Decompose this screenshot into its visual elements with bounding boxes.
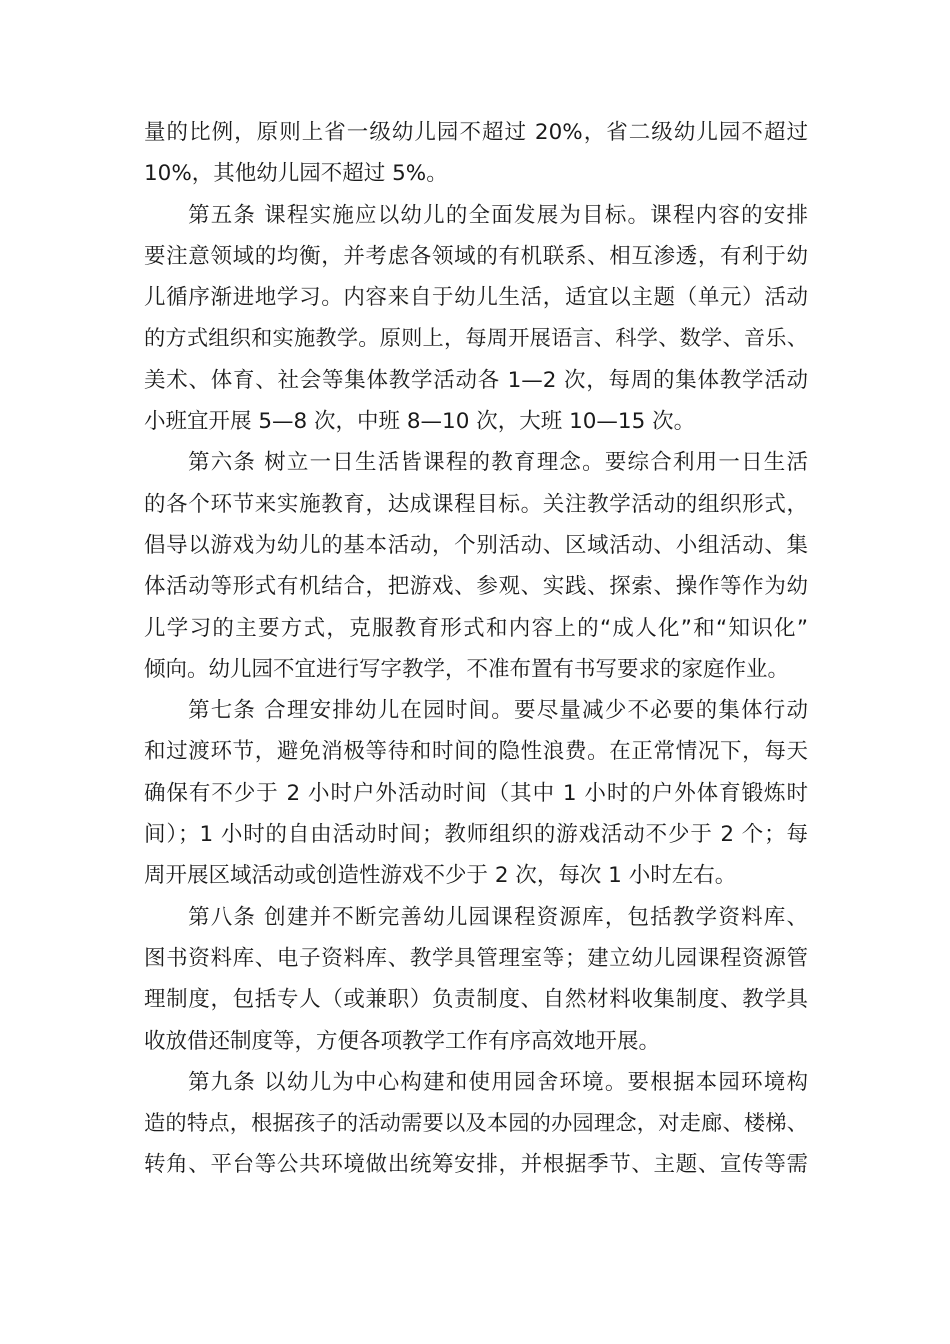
- text-line: 第五条 课程实施应以幼儿的全面发展为目标。课程内容的安排: [188, 202, 808, 228]
- text-line: 周开展区域活动或创造性游戏不少于 2 次，每次 1 小时左右。: [144, 863, 737, 889]
- text-line: 造的特点，根据孩子的活动需要以及本园的办园理念，对走廊、楼梯、: [144, 1111, 808, 1137]
- text-line: 要注意领域的均衡，并考虑各领域的有机联系、相互渗透，有利于幼: [144, 243, 808, 269]
- text-line: 图书资料库、电子资料库、教学具管理室等；建立幼儿园课程资源管: [144, 945, 808, 971]
- text-line: 收放借还制度等，方便各项教学工作有序高效地开展。: [144, 1028, 661, 1054]
- text-line: 儿循序渐进地学习。内容来自于幼儿生活，适宜以主题（单元）活动: [144, 285, 808, 311]
- text-line: 转角、平台等公共环境做出统筹安排，并根据季节、主题、宣传等需: [144, 1152, 808, 1178]
- text-line: 10%，其他幼儿园不超过 5%。: [144, 161, 448, 187]
- text-line: 第六条 树立一日生活皆课程的教育理念。要综合利用一日生活: [188, 450, 808, 476]
- text-line: 倾向。幼儿园不宜进行写字教学，不准布置有书写要求的家庭作业。: [144, 656, 790, 682]
- document-body: [144, 112, 808, 1186]
- text-line: 间）；1 小时的自由活动时间；教师组织的游戏活动不少于 2 个；每: [144, 822, 808, 848]
- text-line: 确保有不少于 2 小时户外活动时间（其中 1 小时的户外体育锻炼时: [144, 780, 808, 806]
- text-line: 和过渡环节，避免消极等待和时间的隐性浪费。在正常情况下，每天: [144, 739, 808, 765]
- text-line: 第九条 以幼儿为中心构建和使用园舍环境。要根据本园环境构: [188, 1069, 808, 1095]
- text-line: 体活动等形式有机结合，把游戏、参观、实践、探索、操作等作为幼: [144, 574, 808, 600]
- text-line: 美术、体育、社会等集体教学活动各 1—2 次，每周的集体教学活动: [144, 367, 808, 393]
- text-line: 的方式组织和实施教学。原则上，每周开展语言、科学、数学、音乐、: [144, 326, 808, 352]
- text-line: 第八条 创建并不断完善幼儿园课程资源库，包括教学资料库、: [188, 904, 808, 930]
- text-line: 儿学习的主要方式，克服教育形式和内容上的“成人化”和“知识化”: [144, 615, 808, 641]
- text-line: 量的比例，原则上省一级幼儿园不超过 20%，省二级幼儿园不超过: [144, 120, 808, 145]
- text-line: 倡导以游戏为幼儿的基本活动，个别活动、区域活动、小组活动、集: [144, 532, 808, 558]
- text-line: 小班宜开展 5—8 次，中班 8—10 次，大班 10—15 次。: [144, 409, 696, 435]
- text-line: 第七条 合理安排幼儿在园时间。要尽量减少不必要的集体行动: [188, 698, 808, 724]
- text-line: 理制度，包括专人（或兼职）负责制度、自然材料收集制度、教学具: [144, 987, 808, 1013]
- text-line: 的各个环节来实施教育，达成课程目标。关注教学活动的组织形式，: [144, 491, 808, 517]
